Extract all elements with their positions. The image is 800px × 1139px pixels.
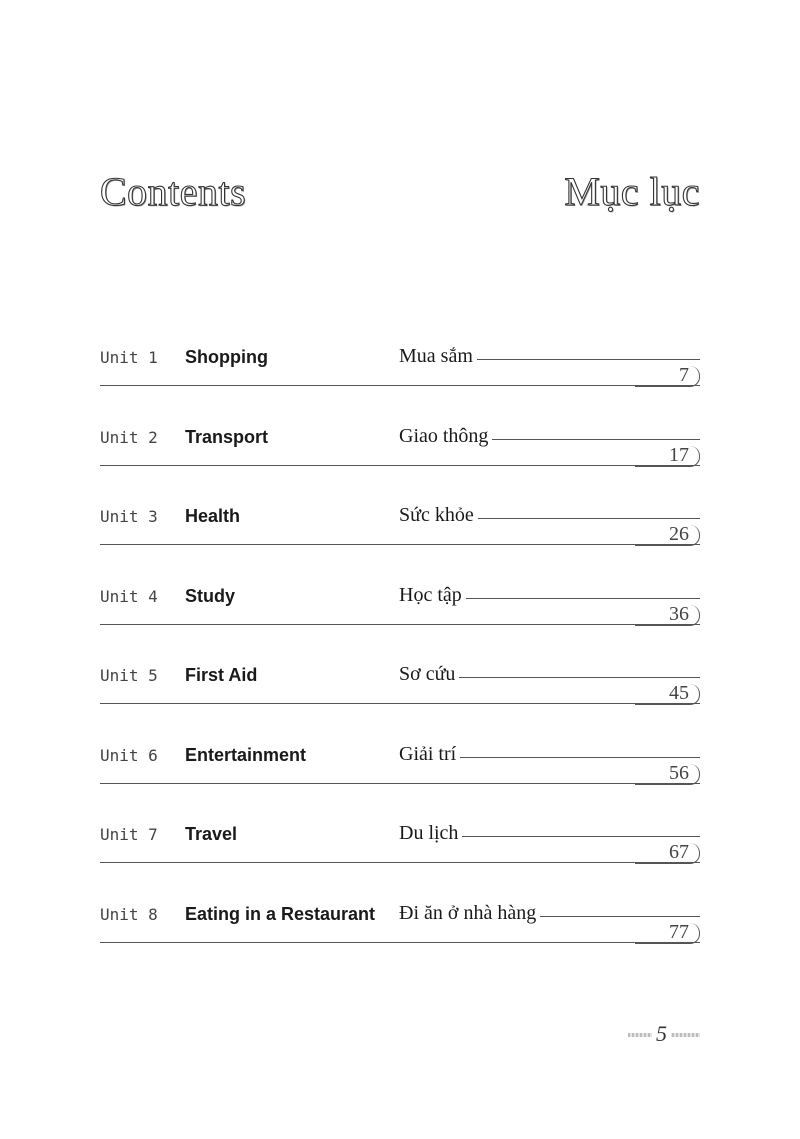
vietnamese-title: Đi ăn ở nhà hàng [399, 901, 537, 924]
table-of-contents [100, 330, 700, 966]
page-number: 45 [635, 684, 700, 705]
leader-line [460, 757, 700, 758]
vietnamese-title: Giải trí [399, 742, 457, 765]
toc-entry-unit-3[interactable] [100, 489, 700, 569]
vietnamese-title-row [399, 425, 700, 448]
page-number: 26 [635, 525, 700, 546]
vietnamese-title: Sơ cứu [399, 663, 456, 685]
vietnamese-title-row [399, 822, 700, 845]
entry-divider [100, 544, 700, 545]
toc-entry-unit-6[interactable] [100, 728, 700, 808]
contents-heading: Contents [100, 169, 247, 214]
english-title: Eating in a Restaurant [185, 903, 376, 924]
unit-label: Unit 8 [100, 904, 158, 924]
toc-entry-unit-1[interactable] [100, 330, 700, 410]
entry-divider [100, 703, 700, 704]
entry-divider [100, 942, 700, 943]
page-number: 7 [635, 366, 700, 387]
entry-divider [100, 624, 700, 625]
vietnamese-title: Du lịch [399, 822, 459, 844]
english-title: Health [185, 506, 241, 526]
vietnamese-title-row [399, 743, 700, 766]
unit-label: Unit 1 [100, 348, 158, 367]
english-title: Shopping [185, 347, 268, 367]
leader-line [477, 359, 700, 360]
page-number: 77 [635, 923, 700, 944]
toc-entry-unit-8[interactable] [100, 887, 700, 967]
entry-divider [100, 385, 700, 386]
vietnamese-title: Giao thông [399, 424, 489, 447]
english-title: Transport [185, 426, 269, 447]
unit-label: Unit 5 [100, 666, 158, 685]
unit-label: Unit 3 [100, 507, 158, 526]
page-number: 56 [635, 764, 700, 785]
leader-line [459, 677, 700, 678]
leader-line [492, 439, 700, 440]
page-number: 36 [635, 605, 700, 626]
vietnamese-title: Mua sắm [399, 345, 473, 367]
leader-line [462, 836, 700, 837]
vietnamese-title-row [399, 584, 700, 607]
unit-label: Unit 7 [100, 825, 158, 844]
unit-label: Unit 4 [100, 586, 158, 606]
toc-entry-unit-5[interactable] [100, 648, 700, 728]
toc-entry-unit-4[interactable] [100, 569, 700, 649]
vietnamese-title-row [399, 345, 700, 368]
english-title: Travel [185, 824, 238, 844]
toc-entry-unit-2[interactable] [100, 410, 700, 490]
folio-page-number: 5 [652, 1021, 671, 1047]
vietnamese-title-row [399, 663, 700, 686]
page-number: 67 [635, 843, 700, 864]
english-title: Entertainment [185, 744, 307, 765]
unit-label: Unit 6 [100, 745, 158, 765]
entry-divider [100, 465, 700, 466]
entry-divider [100, 783, 700, 784]
toc-entry-unit-7[interactable] [100, 807, 700, 887]
vietnamese-title: Sức khỏe [399, 504, 474, 526]
entry-divider [100, 862, 700, 863]
leader-line [466, 598, 700, 599]
english-title: Study [185, 585, 236, 606]
leader-line [478, 518, 700, 519]
english-title: First Aid [185, 665, 258, 685]
page-number: 17 [635, 446, 700, 467]
unit-label: Unit 2 [100, 427, 158, 447]
vietnamese-title: Học tập [399, 583, 462, 606]
vietnamese-title-row [399, 902, 700, 925]
muc-luc-heading: Mục lục [564, 169, 700, 214]
leader-line [540, 916, 700, 917]
vietnamese-title-row [399, 504, 700, 527]
